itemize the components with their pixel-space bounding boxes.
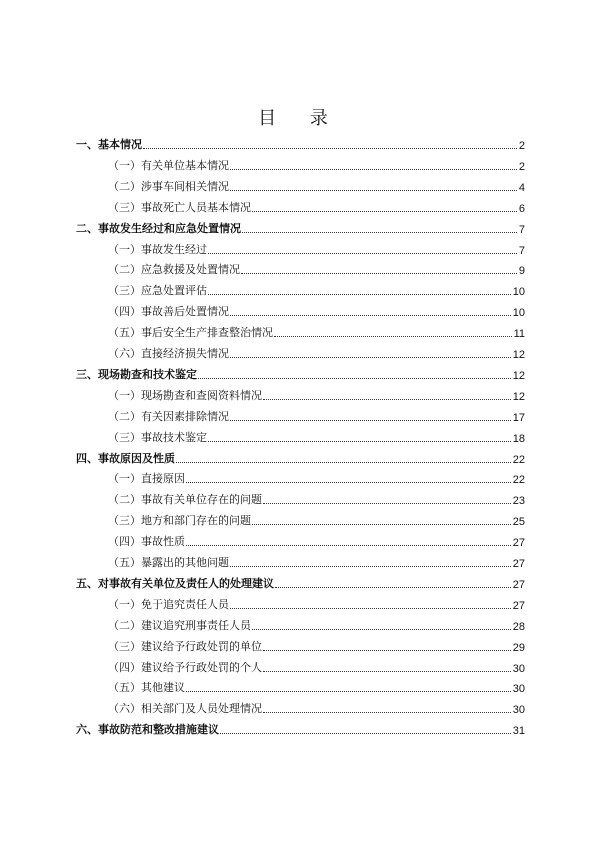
toc-entry-title: （六）相关部门及人员处理情况 (108, 702, 262, 716)
toc-dot-leader (263, 671, 511, 672)
toc-dot-leader (208, 253, 517, 254)
toc-page-number: 12 (512, 369, 525, 382)
toc-page-number: 10 (512, 286, 525, 299)
toc-page-number: 22 (512, 453, 525, 466)
toc-entry-title: （二）涉事车间相关情况 (108, 179, 229, 193)
toc-entry-title: （四）事故善后处置情况 (108, 305, 229, 319)
toc-page-number: 30 (512, 662, 525, 675)
toc-dot-leader (198, 378, 511, 379)
toc-entry-title: （三）事故技术鉴定 (108, 430, 207, 444)
toc-dot-leader (143, 148, 517, 149)
toc-page-number: 27 (512, 558, 525, 570)
toc-dot-leader (263, 503, 511, 504)
toc-subsection-entry[interactable] (76, 696, 525, 716)
toc-subsection-entry[interactable] (76, 174, 525, 194)
toc-section-entry[interactable] (76, 362, 525, 382)
toc-subsection-entry[interactable] (76, 404, 525, 424)
toc-entry-title: 四、事故原因及性质 (76, 451, 175, 465)
toc-entry-title: （二）应急救援及处置情况 (108, 263, 240, 277)
toc-dot-leader (220, 733, 511, 734)
toc-page-number: 30 (512, 704, 525, 717)
toc-dot-leader (274, 336, 512, 337)
toc-dot-leader (230, 190, 517, 191)
toc-entry-title: （一）现场勘查和查阅资料情况 (108, 388, 262, 402)
toc-subsection-entry[interactable] (76, 257, 525, 277)
toc-page-number: 2 (518, 140, 525, 152)
toc-entry-title: （五）暴露出的其他问题 (108, 556, 229, 569)
toc-dot-leader (230, 420, 511, 421)
toc-page-number: 9 (518, 265, 525, 278)
toc-subsection-entry[interactable] (76, 550, 525, 570)
toc-subsection-entry[interactable] (76, 466, 525, 486)
toc-page-number: 4 (518, 181, 525, 194)
toc-page-number: 25 (512, 516, 525, 529)
toc-page-number: 30 (512, 683, 525, 696)
toc-subsection-entry[interactable] (76, 508, 525, 528)
toc-entry-title: （三）事故死亡人员基本情况 (108, 200, 251, 214)
toc-page-number: 22 (512, 474, 525, 487)
toc-entry-title: 五、对事故有关单位及责任人的处理建议 (76, 576, 274, 590)
toc-page-number: 17 (512, 411, 525, 424)
toc-subsection-entry[interactable] (76, 655, 525, 675)
toc-entry-title: （五）其他建议 (108, 681, 185, 695)
toc-dot-leader (252, 524, 511, 525)
toc-dot-leader (186, 691, 511, 692)
toc-entry-title: （五）事后安全生产排查整治情况 (108, 326, 273, 340)
toc-page-number: 7 (518, 244, 525, 257)
toc-page-number: 27 (512, 599, 525, 612)
toc-subsection-entry[interactable] (76, 634, 525, 654)
toc-dot-leader (242, 232, 517, 233)
toc-entry-title: （一）免于追究责任人员 (108, 597, 229, 611)
toc-page-number: 10 (512, 307, 525, 320)
toc-entry-title: 二、事故发生经过和应急处置情况 (76, 221, 241, 235)
toc-dot-leader (230, 169, 517, 170)
toc-subsection-entry[interactable] (76, 529, 525, 549)
toc-dot-leader (186, 545, 511, 546)
toc-entry-title: （一）有关单位基本情况 (108, 158, 229, 172)
toc-subsection-entry[interactable] (76, 425, 525, 445)
toc-page-number: 7 (518, 223, 525, 236)
toc-entry-title: （三）应急处置评估 (108, 284, 207, 298)
toc-entry-title: 三、现场勘查和技术鉴定 (76, 367, 197, 381)
toc-dot-leader (230, 566, 511, 567)
toc-dot-leader (252, 629, 511, 630)
toc-dot-leader (186, 482, 511, 483)
toc-subsection-entry[interactable] (76, 675, 525, 695)
toc-entry-title: （一）事故发生经过 (108, 242, 207, 256)
toc-page-number: 23 (512, 495, 525, 508)
toc-page-number: 6 (518, 202, 525, 215)
toc-entry-title: （三）建议给予行政处罚的单位 (108, 639, 262, 653)
toc-dot-leader (230, 608, 511, 609)
toc-page-number: 31 (512, 725, 525, 738)
toc-page-number: 27 (512, 537, 525, 550)
toc-page-number: 28 (512, 620, 525, 633)
toc-subsection-entry[interactable] (76, 278, 525, 298)
toc-subsection-entry[interactable] (76, 592, 525, 612)
toc-dot-leader (176, 462, 511, 463)
toc-subsection-entry[interactable] (76, 341, 525, 361)
toc-dot-leader (241, 273, 517, 274)
toc-section-entry[interactable] (76, 216, 525, 236)
toc-entry-title: （四）事故性质 (108, 535, 185, 549)
toc-section-entry[interactable] (76, 446, 525, 466)
toc-section-entry[interactable] (76, 717, 525, 737)
toc-page-number: 27 (512, 578, 525, 591)
toc-entry-title: 一、基本情况 (76, 138, 142, 151)
toc-page-number: 18 (512, 432, 525, 445)
toc-dot-leader (230, 315, 511, 316)
toc-dot-leader (263, 399, 511, 400)
toc-subsection-entry[interactable] (76, 613, 525, 633)
toc-subsection-entry[interactable] (76, 320, 525, 340)
toc-entry-title: （四）建议给予行政处罚的个人 (108, 660, 262, 674)
toc-subsection-entry[interactable] (76, 383, 525, 403)
toc-section-entry[interactable] (76, 132, 525, 152)
toc-subsection-entry[interactable] (76, 487, 525, 507)
toc-dot-leader (275, 587, 511, 588)
toc-entry-title: （六）直接经济损失情况 (108, 347, 229, 360)
toc-page-number: 29 (512, 641, 525, 654)
toc-entry-title: （二）建议追究刑事责任人员 (108, 618, 251, 632)
page-title: 目 录 (258, 108, 342, 129)
toc-entry-title: （二）有关因素排除情况 (108, 409, 229, 423)
toc-entry-title: （三）地方和部门存在的问题 (108, 514, 251, 528)
toc-subsection-entry[interactable] (76, 299, 525, 319)
toc-dot-leader (208, 441, 511, 442)
toc-dot-leader (252, 211, 517, 212)
toc-page-number: 11 (513, 328, 525, 341)
toc-dot-leader (230, 357, 511, 358)
toc-entry-title: （一）直接原因 (108, 472, 185, 486)
toc-dot-leader (208, 294, 511, 295)
toc-page-number: 12 (512, 349, 525, 361)
toc-section-entry[interactable] (76, 571, 525, 591)
toc-subsection-entry[interactable] (76, 153, 525, 173)
toc-page-number: 2 (518, 160, 525, 173)
toc-entry-title: 六、事故防范和整改措施建议 (76, 723, 219, 737)
toc-dot-leader (263, 712, 511, 713)
toc-entry-title: （二）事故有关单位存在的问题 (108, 493, 262, 507)
toc-page-number: 12 (512, 390, 525, 403)
toc-subsection-entry[interactable] (76, 237, 525, 257)
toc-subsection-entry[interactable] (76, 195, 525, 215)
toc-dot-leader (263, 650, 511, 651)
